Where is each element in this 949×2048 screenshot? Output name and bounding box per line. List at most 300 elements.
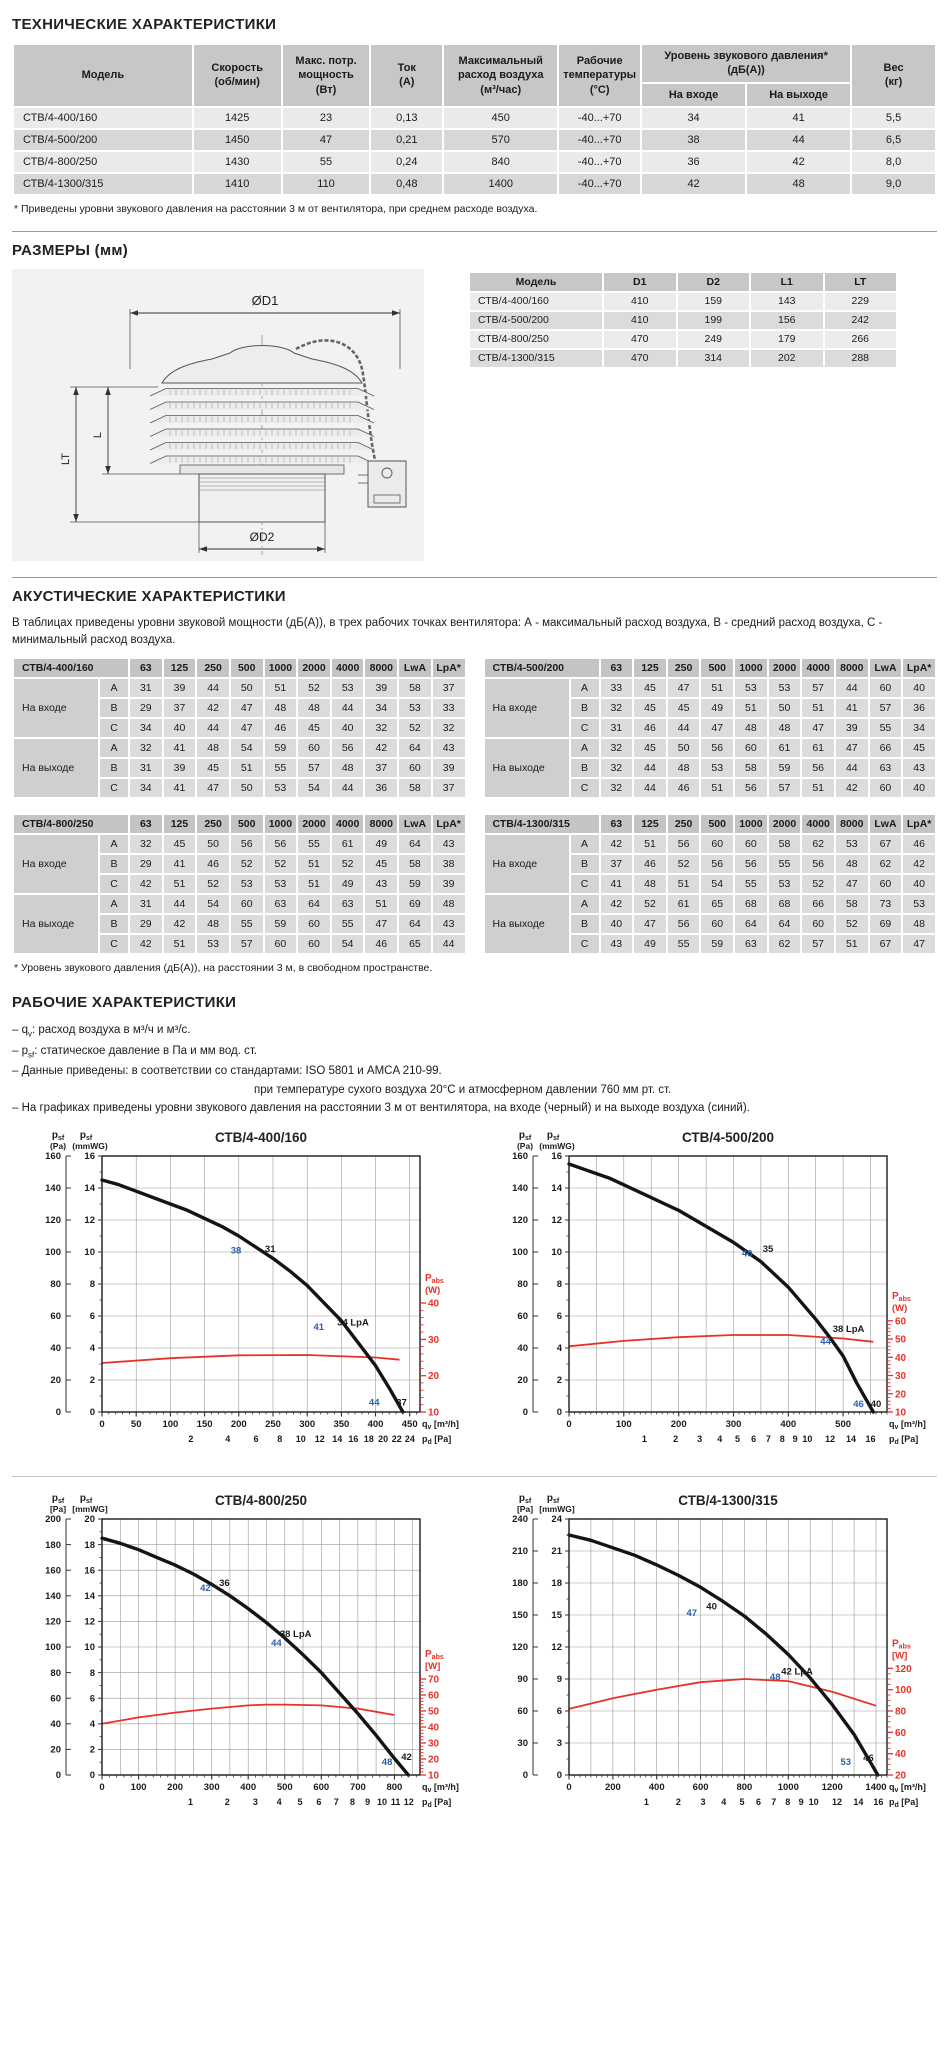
td-el: 69 (870, 915, 902, 933)
text-el: 5 (297, 1796, 303, 1807)
tspan-el: sf (85, 1497, 93, 1505)
td-el: 159 (678, 293, 750, 310)
td-el: 44 (164, 895, 196, 913)
td-el: 0,21 (371, 130, 442, 150)
text-el: 20 (50, 1374, 61, 1386)
text-el: [mmWG] (72, 1503, 108, 1514)
th-el: Модель (470, 273, 602, 291)
td-el: B (100, 699, 128, 717)
td-el: C (100, 779, 128, 797)
tspan-el: d (427, 1801, 432, 1809)
text-el: 16 (84, 1565, 95, 1577)
td-el: 49 (365, 835, 397, 853)
text-el: 12 (824, 1433, 835, 1444)
performance-chart-svg (12, 1489, 470, 1821)
th-el: Вес (кг) (852, 45, 935, 106)
td-el: 48 (197, 739, 229, 757)
td-el: 61 (332, 835, 364, 853)
sub-el: sf (28, 1049, 35, 1059)
td-el: 266 (825, 331, 897, 348)
td-el: 39 (433, 759, 465, 777)
td-el: 51 (701, 679, 733, 697)
text-el: $p_d$ [Pa] (888, 1796, 918, 1809)
text-el: 35 (762, 1243, 773, 1255)
dim-label-d1: ØD1 (251, 292, 279, 308)
performance-chart-svg (479, 1126, 937, 1458)
text-el: 2 (89, 1744, 95, 1756)
performance-note: – На графиках приведены уровни звукового давления на расстоянии 3 м от вентилятора, на входе (черный) и на выходе воздуха (синий). (12, 1102, 750, 1115)
td-el: СТВ/4-1300/315 (14, 174, 192, 194)
text-el: 120 (511, 1214, 528, 1226)
td-el: 47 (802, 719, 834, 737)
td-el: 55 (668, 935, 700, 953)
td-el: СТВ/4-1300/315 (470, 350, 602, 367)
td-el: СТВ/4-400/160 (14, 108, 192, 128)
charts-row (12, 1476, 937, 1821)
td-el: 50 (769, 699, 801, 717)
text-el: 38 (230, 1245, 242, 1257)
th-el: 2000 (769, 815, 801, 833)
text-el: 0 (89, 1406, 95, 1418)
td-el: 32 (601, 779, 633, 797)
text-el: $p_{sf}$ (51, 1129, 65, 1142)
text-el: [Pa] (49, 1503, 67, 1514)
td-el: 56 (668, 835, 700, 853)
td-el: 44 (836, 679, 868, 697)
text-el: $P_{abs}$ (891, 1290, 911, 1303)
text-el: 18 (84, 1539, 95, 1551)
td-el: 23 (283, 108, 370, 128)
th-el: На входе (642, 84, 745, 106)
td-el: На входе (485, 835, 569, 893)
td-el: 51 (265, 679, 297, 697)
td-el: 51 (668, 875, 700, 893)
text-el: $p_{sf}$ (546, 1492, 559, 1505)
text-el: (mmWG) (538, 1140, 575, 1151)
text-el: 2 (672, 1433, 678, 1444)
text-el: 30 (428, 1738, 440, 1750)
text-el: 0 (565, 1781, 572, 1793)
text-el: 40 (894, 1748, 906, 1760)
text-el: 20 (84, 1513, 95, 1525)
td-el: 58 (769, 835, 801, 853)
tbody-el (14, 659, 465, 797)
text-el: 0 (99, 1781, 105, 1793)
td-el: 42 (601, 835, 633, 853)
td-el: 51 (634, 835, 666, 853)
td-el: 47 (903, 935, 935, 953)
td-el: 31 (130, 759, 162, 777)
tspan-el: sf (85, 1134, 93, 1142)
td-el: 69 (399, 895, 431, 913)
text-el: 400 (648, 1781, 665, 1793)
td-el: B (571, 699, 599, 717)
tbody-el (470, 273, 896, 367)
text-el: 16 (864, 1433, 876, 1444)
th-el: 8000 (365, 659, 397, 677)
tspan-el: [Pa] (431, 1433, 452, 1444)
td-el: 44 (634, 759, 666, 777)
th-el: 500 (701, 815, 733, 833)
td-el: 39 (365, 679, 397, 697)
td-el: 55 (265, 759, 297, 777)
text-el: $p_{sf}$ (79, 1492, 93, 1505)
text-el: 400 (240, 1781, 257, 1793)
text-el: 200 (670, 1418, 687, 1430)
td-el: 32 (433, 719, 465, 737)
td-el: 50 (668, 739, 700, 757)
td-el: 46 (634, 719, 666, 737)
td-el: 42 (164, 915, 196, 933)
td-el: 60 (231, 895, 263, 913)
td-el: 51 (802, 779, 834, 797)
th-el: 2000 (298, 815, 330, 833)
td-el: 0,24 (371, 152, 442, 172)
td-el: 61 (668, 895, 700, 913)
td-el: 47 (701, 719, 733, 737)
td-el: C (571, 875, 599, 893)
td-el: 242 (825, 312, 897, 329)
td-el: 44 (332, 779, 364, 797)
th-el: 250 (197, 659, 229, 677)
td-el: На входе (14, 679, 98, 737)
td-el: 51 (735, 699, 767, 717)
td-el: 55 (283, 152, 370, 172)
text-el: 0 (565, 1418, 572, 1430)
text-el: 150 (196, 1418, 213, 1430)
text-el: $p_{sf}$ (79, 1129, 93, 1142)
tr-el (14, 174, 935, 194)
text-el: 500 (834, 1418, 851, 1430)
thead-el (14, 45, 935, 106)
td-el: 53 (769, 679, 801, 697)
td-el: 37 (601, 855, 633, 873)
text-el: 150 (511, 1609, 528, 1621)
tbody-el (485, 659, 936, 797)
tr-el (14, 835, 465, 853)
text-el: $p_{sf}$ (518, 1129, 531, 1142)
tspan-el: v (894, 1786, 898, 1794)
text-el: 180 (45, 1539, 61, 1551)
text-el: 10 (801, 1433, 812, 1444)
td-el: 47 (197, 779, 229, 797)
td-el: 48 (668, 759, 700, 777)
text-el: 9 (798, 1796, 804, 1807)
th-el: 63 (130, 659, 162, 677)
td-el: 48 (836, 855, 868, 873)
text-el: 5 (738, 1796, 745, 1807)
text-el: 4 (720, 1796, 726, 1807)
text-el: 14 (332, 1433, 343, 1444)
td-el: 64 (399, 835, 431, 853)
path-el (150, 388, 374, 396)
text-el: 6 (750, 1433, 756, 1444)
td-el: 229 (825, 293, 897, 310)
td-el: 45 (903, 739, 935, 757)
td-el: 52 (802, 875, 834, 893)
th-el: 500 (701, 659, 733, 677)
td-el: 50 (231, 779, 263, 797)
td-el: 46 (668, 779, 700, 797)
text-el: 12 (84, 1616, 95, 1628)
td-el: 56 (802, 759, 834, 777)
text-el: 20 (894, 1389, 906, 1401)
td-el: 64 (769, 915, 801, 933)
td-el: 39 (164, 759, 196, 777)
td-el: 40 (903, 779, 935, 797)
tspan-el: [m³/h] (897, 1781, 926, 1792)
td-el: 31 (130, 679, 162, 697)
td-el: B (100, 855, 128, 873)
text-el: 47 (686, 1607, 697, 1619)
td-el: 52 (298, 679, 330, 697)
td-el: 32 (601, 739, 633, 757)
text-el: 40 (516, 1342, 528, 1354)
td-el: 45 (634, 699, 666, 717)
text-el: 400 (367, 1418, 384, 1430)
text-el: 18 (550, 1577, 562, 1589)
td-el: 60 (701, 835, 733, 853)
td-el: 39 (836, 719, 868, 737)
td-el: 43 (903, 759, 935, 777)
text-el: $p_{sf}$ (546, 1129, 559, 1142)
td-el: 60 (399, 759, 431, 777)
tech-footnote: * Приведены уровни звукового давления на расстоянии 3 м от вентилятора, при среднем расходе воздуха. (14, 202, 538, 215)
td-el: 45 (634, 679, 666, 697)
th-el: 4000 (332, 815, 364, 833)
td-el: 47 (634, 915, 666, 933)
td-el: 1450 (194, 130, 281, 150)
td-el: 53 (735, 679, 767, 697)
text-el: 0 (556, 1406, 562, 1418)
td-el: 48 (332, 759, 364, 777)
td-el: 1430 (194, 152, 281, 172)
td-el: 41 (164, 855, 196, 873)
text-el: 38 LpA (279, 1628, 312, 1640)
td-el: 36 (642, 152, 745, 172)
th-el: 1000 (265, 659, 297, 677)
th-el: LpA* (433, 815, 465, 833)
text-el: 38 LpA (832, 1323, 864, 1335)
text-el: 34 LpA (337, 1317, 369, 1329)
td-el: 63 (265, 895, 297, 913)
text-el: [W] (891, 1650, 907, 1662)
dim-label-d2: ØD2 (249, 529, 275, 544)
tr-el (485, 835, 936, 853)
path-el (150, 456, 374, 464)
td-el: 29 (130, 699, 162, 717)
td-el: 47 (836, 739, 868, 757)
tr-el (470, 350, 896, 367)
tbody-el (14, 108, 935, 194)
text-el: 200 (45, 1513, 61, 1525)
td-el: 73 (870, 895, 902, 913)
td-el: СТВ/4-500/200 (470, 312, 602, 329)
th-el: 63 (130, 815, 162, 833)
text-el: 800 (386, 1781, 403, 1793)
text-el: 8 (779, 1433, 785, 1444)
td-el: 63 (870, 759, 902, 777)
td-el: 1425 (194, 108, 281, 128)
th-el: Модель (14, 45, 192, 106)
text-el: 50 (894, 1334, 906, 1346)
td-el: 42 (197, 699, 229, 717)
acoustic-table (12, 813, 467, 955)
td-el: 60 (735, 835, 767, 853)
text-el: 24 (550, 1513, 562, 1525)
td-el: 55 (231, 915, 263, 933)
text-el: СТВ/4-400/160 (215, 1129, 307, 1145)
performance-chart (12, 1126, 471, 1458)
text-el: 450 (401, 1418, 418, 1430)
td-el: 56 (735, 855, 767, 873)
td-el: 55 (332, 915, 364, 933)
th-el: LT (825, 273, 897, 291)
text-el: 2 (89, 1374, 95, 1386)
td-el: 41 (747, 108, 850, 128)
performance-note: – Данные приведены: в соответствии со стандартами: ISO 5801 и AMCA 210-99. (12, 1064, 442, 1077)
tr-el (14, 679, 465, 697)
th-el: 2000 (769, 659, 801, 677)
td-el: 57 (298, 759, 330, 777)
text-el: 1000 (777, 1781, 799, 1793)
text-el: 1 (641, 1433, 647, 1444)
td-el: 54 (332, 935, 364, 953)
td-el: 110 (283, 174, 370, 194)
performance-chart (479, 1489, 938, 1821)
td-el: 53 (265, 875, 297, 893)
td-el: 58 (836, 895, 868, 913)
td-el: 50 (231, 679, 263, 697)
td-el: 5,5 (852, 108, 935, 128)
tr-el (14, 152, 935, 172)
tspan-el: abs (898, 1295, 911, 1303)
text-el: 40 (705, 1601, 717, 1613)
td-el: 44 (634, 779, 666, 797)
text-el: 9 (556, 1673, 562, 1685)
td-el: 39 (433, 875, 465, 893)
td-el: На выходе (14, 895, 98, 953)
tspan-el: sf (524, 1134, 531, 1142)
section-title-technical: ТЕХНИЧЕСКИЕ ХАРАКТЕРИСТИКИ (12, 16, 277, 33)
td-el: 53 (265, 779, 297, 797)
td-el: C (571, 719, 599, 737)
td-el: 37 (164, 699, 196, 717)
td-el: На выходе (485, 895, 569, 953)
td-el: 0,13 (371, 108, 442, 128)
td-el: B (100, 759, 128, 777)
td-el: 56 (668, 915, 700, 933)
section-title-performance: РАБОЧИЕ ХАРАКТЕРИСТИКИ (12, 994, 237, 1012)
td-el: 156 (751, 312, 823, 329)
text-el: 70 (428, 1674, 440, 1686)
td-el: 49 (701, 699, 733, 717)
td-el: 450 (444, 108, 557, 128)
td-el: 40 (903, 679, 935, 697)
text-el: $q_v$ [m³/h] (888, 1781, 926, 1794)
th-el: Макс. потр. мощность (Вт) (283, 45, 370, 106)
text-el: 4 (716, 1433, 722, 1444)
text-el: 31 (264, 1243, 276, 1255)
td-el: 48 (769, 719, 801, 737)
td-el: 55 (870, 719, 902, 737)
td-el: На входе (485, 679, 569, 737)
td-el: 40 (332, 719, 364, 737)
td-el: 52 (668, 855, 700, 873)
td-el: 59 (769, 759, 801, 777)
tspan-el: [Pa] (898, 1433, 918, 1444)
text-el: $p_d$ [Pa] (422, 1433, 452, 1446)
td-el: 67 (870, 835, 902, 853)
td-el: 55 (735, 875, 767, 893)
td-el: 46 (634, 855, 666, 873)
th-el: СТВ/4-800/250 (14, 815, 128, 833)
th-el: 4000 (802, 659, 834, 677)
td-el: 56 (701, 855, 733, 873)
performance-note: – $p_{sf}$: статическое давление в Па и мм вод. ст. (12, 1044, 258, 1059)
td-el: 45 (164, 835, 196, 853)
th-el: 1000 (735, 815, 767, 833)
text-el: $p_{sf}$ (51, 1492, 65, 1505)
td-el: 62 (769, 935, 801, 953)
td-el: A (571, 739, 599, 757)
performance-chart-svg (479, 1489, 937, 1821)
tspan-el: v (427, 1786, 432, 1794)
text-el: 300 (725, 1418, 741, 1430)
performance-chart (12, 1489, 471, 1821)
td-el: На выходе (485, 739, 569, 797)
tech-table (12, 43, 937, 196)
td-el: 37 (433, 679, 465, 697)
performance-note: – $q_v$: расход воздуха в м³/ч и м³/с. (12, 1024, 191, 1039)
text-el: 46 (852, 1398, 864, 1410)
tech-table-container (12, 43, 937, 196)
path-el (150, 415, 374, 423)
text-el: 16 (84, 1150, 95, 1162)
td-el: 179 (751, 331, 823, 348)
td-el: 34 (130, 779, 162, 797)
td-el: 249 (678, 331, 750, 348)
text-el: 160 (45, 1565, 61, 1577)
power-curve (102, 1355, 400, 1363)
text-el: 10 (84, 1641, 95, 1653)
td-el: 470 (604, 350, 676, 367)
rect-el (199, 474, 325, 522)
th-el: Максимальный расход воздуха (м³/час) (444, 45, 557, 106)
text-el: 4 (89, 1718, 95, 1730)
text-el: 0 (55, 1769, 61, 1781)
th-el: 125 (634, 659, 666, 677)
td-el: 57 (802, 935, 834, 953)
td-el: C (100, 875, 128, 893)
td-el: 45 (197, 759, 229, 777)
text-el: 8 (556, 1278, 562, 1290)
td-el: 53 (399, 699, 431, 717)
td-el: 32 (365, 719, 397, 737)
text-el: 37 (396, 1397, 407, 1409)
text-el: [Pa] (516, 1503, 533, 1514)
path-el (150, 442, 374, 450)
td-el: 41 (164, 739, 196, 757)
performance-note: при температуре сухого воздуха 20°С и атмосферном давлении 760 мм рт. ст. (254, 1083, 672, 1096)
text-el: 2 (556, 1374, 562, 1386)
text-el: 14 (852, 1796, 863, 1807)
td-el: 36 (365, 779, 397, 797)
td-el: 47 (231, 699, 263, 717)
text-el: 180 (511, 1577, 528, 1589)
text-el: 100 (511, 1246, 528, 1258)
td-el: 56 (231, 835, 263, 853)
